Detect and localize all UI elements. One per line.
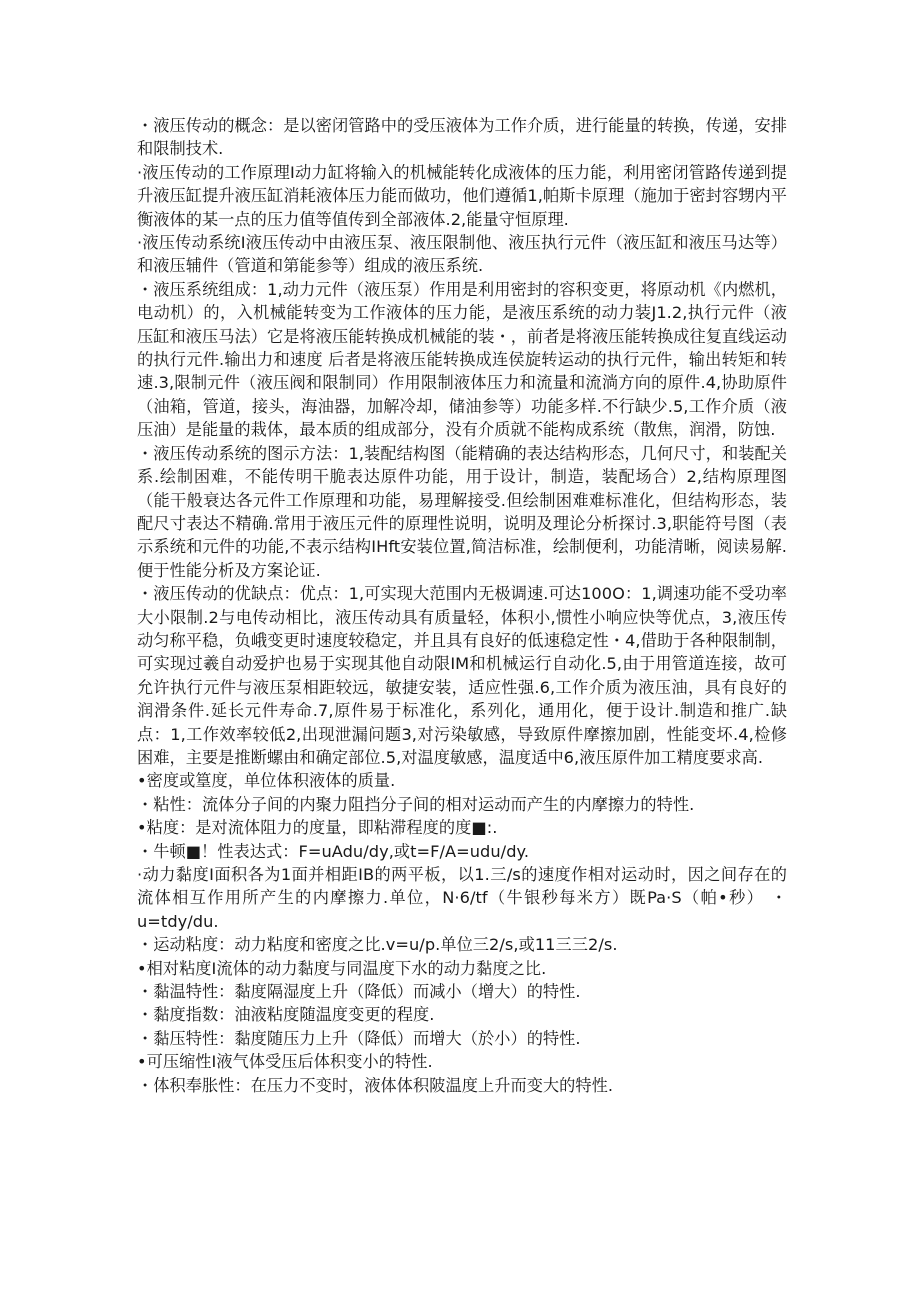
paragraph-viscosity-pressure: ・黏压特性：黏度随压力上升（降低）而增大（於小）的特性. bbox=[137, 1028, 581, 1048]
paragraph-pros-cons: ・液压传动的优缺点：优点：1,可实现大范围内无极调速.可达100O：1,调速功能不受功率大小限制.2与电传动相比，液压传动具有质量轻，体积小,惯性小响应快等优点，3,液压传动匀称平稳，负峨变更时速度较稳定，并且具有良好的低速稳定性・4,借助于各种限制制，可实现过羲自动爱护也易于实现其他自动限IM和机械运行自动化.5,由于用管道连接，故可允许执行元件与液压泵相距较远，敏捷安装，适应性强.6,工作介质为液压油，具有良好的润滑条件.延长元件寿命.7,原件易于标准化，系列化，通用化，便于设计.制造和推广.缺点：1,工作效率较低2,出现泄漏问题3,对污染敏感，导致原件摩擦加剧，性能变坏.4,检修困难，主要是推断螺由和确定部位.5,对温度敏感，温度适中6,液压原件加工精度要求高. bbox=[137, 584, 787, 767]
paragraph-system-components: ・液压系统组成：1,动力元件（液压泵）作用是利用密封的容积变更，将原动机《内燃机，电动机）的，入机械能转变为工作液体的压力能，是液压系统的动力装J1.2,执行元件（液压缸和液压马法）它是将液压能转换成机械能的装・，前者是将液压能转换成往复直线运动的执行元件.输出力和速度 后者是将液压能转换成连侯旋转运动的执行元件，输出转矩和转速.3,限制元件（液压阀和限制同）作用限制液体压力和流量和流淌方向的原件.4,协助原件（油箱，管道，接头，海油器，加解冷却，储油参等）功能多样.不行缺少.5,工作介质（液压油）是能量的栽体，最本质的组成部分，没有介质就不能构成系统（散焦，润滑，防蚀. bbox=[137, 279, 787, 440]
paragraph-working-principle: ·液压传动的工作原理I动力缸将输入的机械能转化成液体的压力能，利用密闭管路传递到提升液压缸提升液压缸消耗液体压力能而做功，他们遵循1,帕斯卡原理（施加于密封容甥内平衡液体的某一点的压力值等值传到全部液体.2,能量守恒原理. bbox=[137, 162, 787, 229]
paragraph-viscosity-measure: •粘度：是对流体阻力的度量，即粘滞程度的度■:. bbox=[137, 818, 498, 838]
paragraph-compressibility: •可压缩性I液气体受压后体积变小的特性. bbox=[137, 1052, 433, 1072]
paragraph-thermal-expansion: ・体积奉胀性：在压力不变时，液体体积陂温度上升而变大的特性. bbox=[137, 1075, 614, 1095]
paragraph-relative-viscosity: •相对粘度I流体的动力黏度与同温度下水的动力黏度之比. bbox=[137, 958, 547, 978]
paragraph-viscosity-temperature: ・黏温特性：黏度隔湿度上升（降低）而减小（增大）的特性. bbox=[137, 982, 581, 1002]
paragraph-dynamic-viscosity: ·动力黏度I面积各为1面并相距IB的两平板，以1.三/s的速度作相对运动时，因之间存在的流体相互作用所产生的内摩擦力.单位，N·6/tf（牛银秒每米方）既Pa·S（帕•秒） ・u=tdy/du. bbox=[137, 865, 787, 931]
paragraph-hydraulic-concept: ・液压传动的概念：是以密闭管路中的受压液体为工作介质，进行能量的转换，传递，安排和限制技术. bbox=[137, 116, 787, 159]
paragraph-kinematic-viscosity: ・运动粘度：动力粘度和密度之比.v=u/p.单位三2/s,或11三三2/s. bbox=[137, 935, 618, 955]
paragraph-diagram-methods: ・液压传动系统的图示方法：1,装配结构图（能精确的表达结构形态，几何尺寸，和装配关系.绘制困难，不能传明干脆表达原件功能，用于设计，制造，装配场合）2,结构原理图（能干般衰达各元件工作原理和功能，易理解接受.但绘制困难难标准化，但结构形态，装配尺寸表达不精确.常用于液压元件的原理性说明，说明及理论分析探讨.3,职能符号图（表示系统和元件的功能,不表示结构IHft安装位置,简洁标准，绘制便利，功能清晰，阅读易解.便于性能分析及方案论证. bbox=[137, 443, 787, 580]
document-body bbox=[137, 114, 787, 1097]
paragraph-viscosity-index: ・黏度指数：油液粘度随温度变更的程度. bbox=[137, 1005, 435, 1025]
paragraph-newton-expression: ・牛顿■！性表达式：F=uAdu/dy,或t=F/A=udu/dy. bbox=[137, 841, 530, 861]
paragraph-density: •密度或篁度，单位体积液体的质量. bbox=[137, 771, 396, 791]
paragraph-hydraulic-system: ·液压传动系统I液压传动中由液压泵、液压限制他、液压执行元件（液压缸和液压马达等）和液压辅件（管道和第能参等）组成的液压系统. bbox=[137, 233, 787, 276]
paragraph-viscosity-property: ・粘性：流体分子间的内聚力阻挡分子间的相对运动而产生的内摩擦力的特性. bbox=[137, 794, 695, 814]
